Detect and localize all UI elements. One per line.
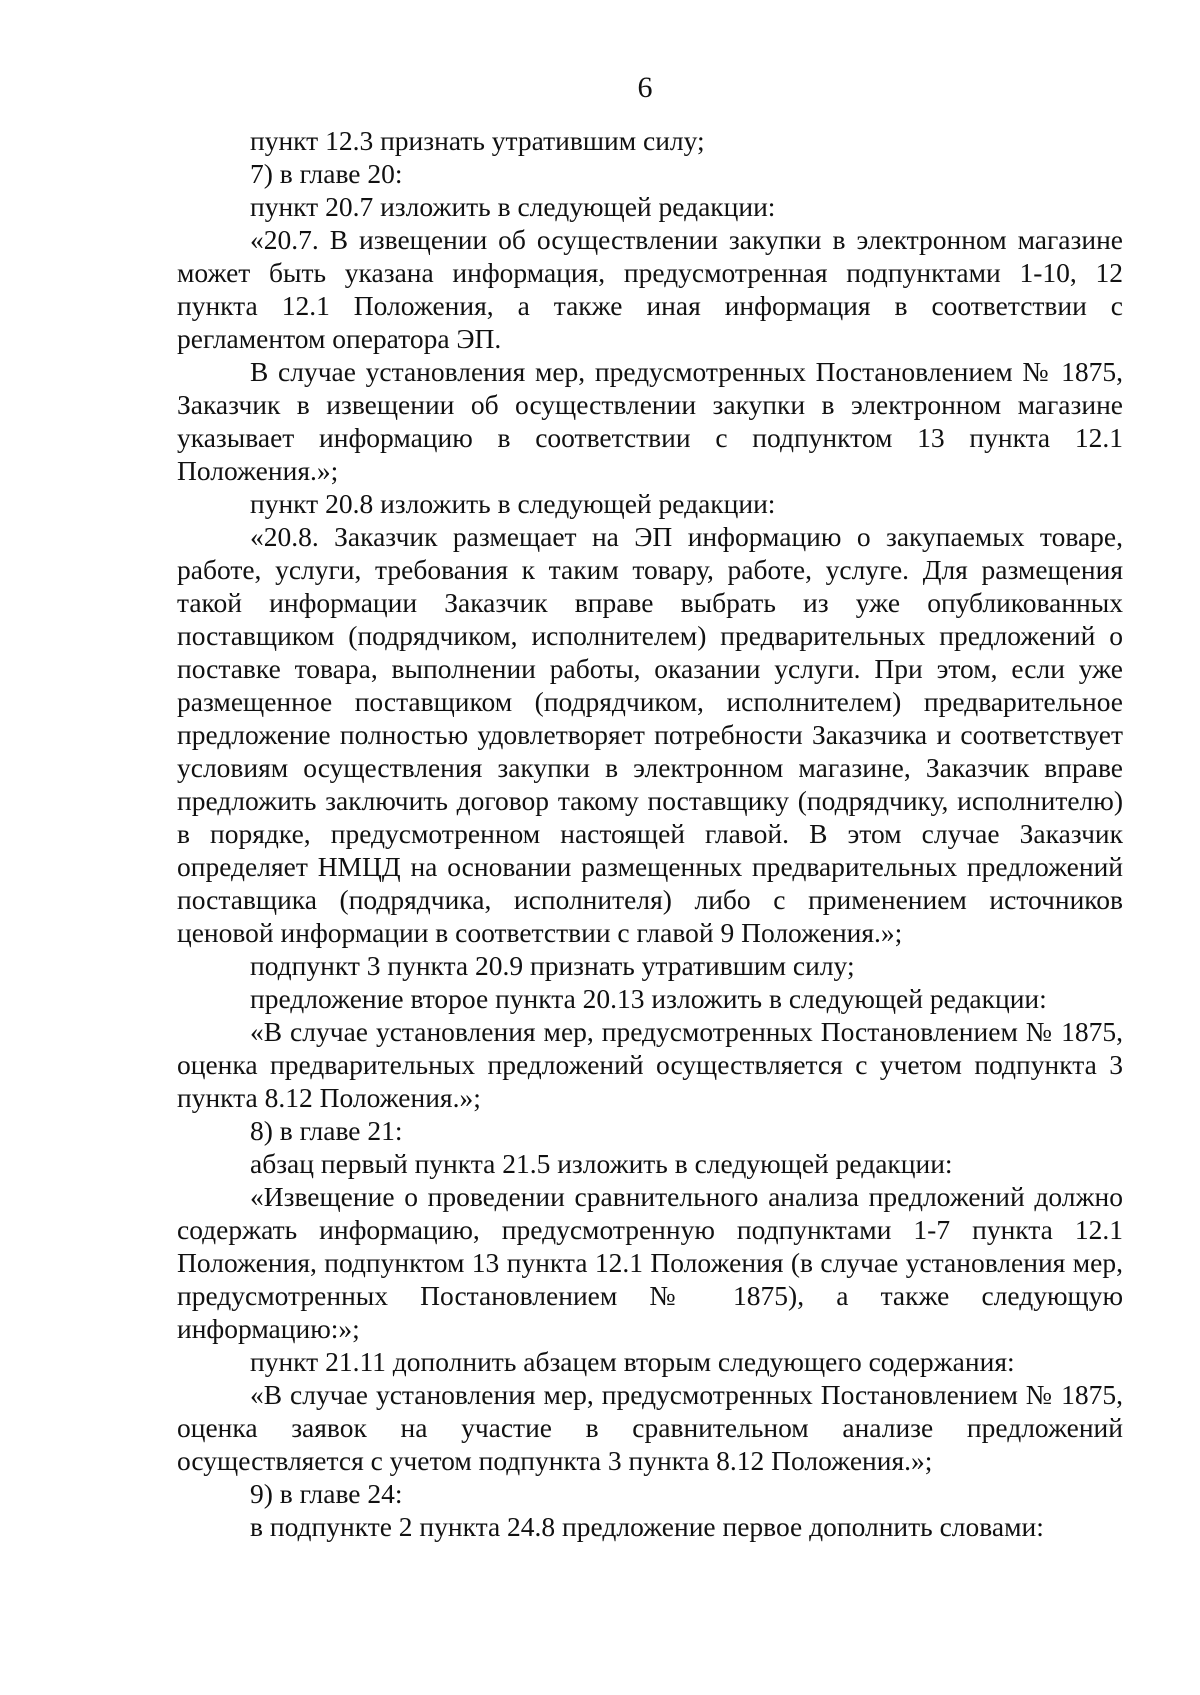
paragraph: пункт 20.8 изложить в следующей редакции:	[250, 488, 776, 519]
quoted-clause: «20.7. В извещении об осуществлении закупки в электронном магазине может быть указана информация, предусмотренная подпунктами 1-10, 12 пункта 12.1 Положения, а также иная информация в соответствии с регламентом оператора ЭП.	[177, 224, 1123, 354]
paragraph: пункт 20.7 изложить в следующей редакции:	[250, 191, 776, 222]
chapter-heading: 7) в главе 20:	[250, 158, 403, 189]
quoted-clause: «В случае установления мер, предусмотренных Постановлением № 1875, оценка предварительных предложений осуществляется с учетом подпункта 3 пункта 8.12 Положения.»;	[177, 1016, 1123, 1113]
chapter-heading: 8) в главе 21:	[250, 1115, 403, 1146]
page-number: 6	[637, 71, 653, 104]
paragraph: в подпункте 2 пункта 24.8 предложение первое дополнить словами:	[250, 1511, 1044, 1542]
paragraph: предложение второе пункта 20.13 изложить в следующей редакции:	[250, 983, 1047, 1014]
quoted-clause: «20.8. Заказчик размещает на ЭП информацию о закупаемых товаре, работе, услуги, требования к таким товару, работе, услуге. Для размещения такой информации Заказчик вправе выбрать из уже опубликованных поставщиком (подрядчиком, исполнителем) предварительных предложений о поставке товара, выполнении работы, оказании услуги. При этом, если уже размещенное поставщиком (подрядчиком, исполнителем) предварительное предложение полностью удовлетворяет потребности Заказчика и соответствует условиям осуществления закупки в электронном магазине, Заказчик вправе предложить заключить договор такому поставщику (подрядчику, исполнителю) в порядке, предусмотренном настоящей главой. В этом случае Заказчик определяет НМЦД на основании размещенных предварительных предложений поставщика (подрядчика, исполнителя) либо с применением источников ценовой информации в соответствии с главой 9 Положения.»;	[177, 521, 1123, 948]
paragraph: подпункт 3 пункта 20.9 признать утратившим силу;	[250, 950, 855, 981]
paragraph: абзац первый пункта 21.5 изложить в следующей редакции:	[250, 1148, 953, 1179]
quoted-clause: «В случае установления мер, предусмотренных Постановлением № 1875, оценка заявок на участие в сравнительном анализе предложений осуществляется с учетом подпункта 3 пункта 8.12 Положения.»;	[177, 1379, 1123, 1476]
quoted-clause: «Извещение о проведении сравнительного анализа предложений должно содержать информацию, предусмотренную подпунктами 1-7 пункта 12.1 Положения, подпунктом 13 пункта 12.1 Положения (в случае установления мер, предусмотренных Постановлением № 1875), а также следующую информацию:»;	[177, 1181, 1123, 1344]
paragraph: пункт 21.11 дополнить абзацем вторым следующего содержания:	[250, 1346, 1015, 1377]
paragraph: пункт 12.3 признать утратившим силу;	[250, 125, 705, 156]
quoted-clause: В случае установления мер, предусмотренных Постановлением № 1875, Заказчик в извещении об осуществлении закупки в электронном магазине указывает информацию в соответствии с подпунктом 13 пункта 12.1 Положения.»;	[177, 356, 1123, 486]
document-body	[177, 124, 1123, 1543]
chapter-heading: 9) в главе 24:	[250, 1478, 403, 1509]
